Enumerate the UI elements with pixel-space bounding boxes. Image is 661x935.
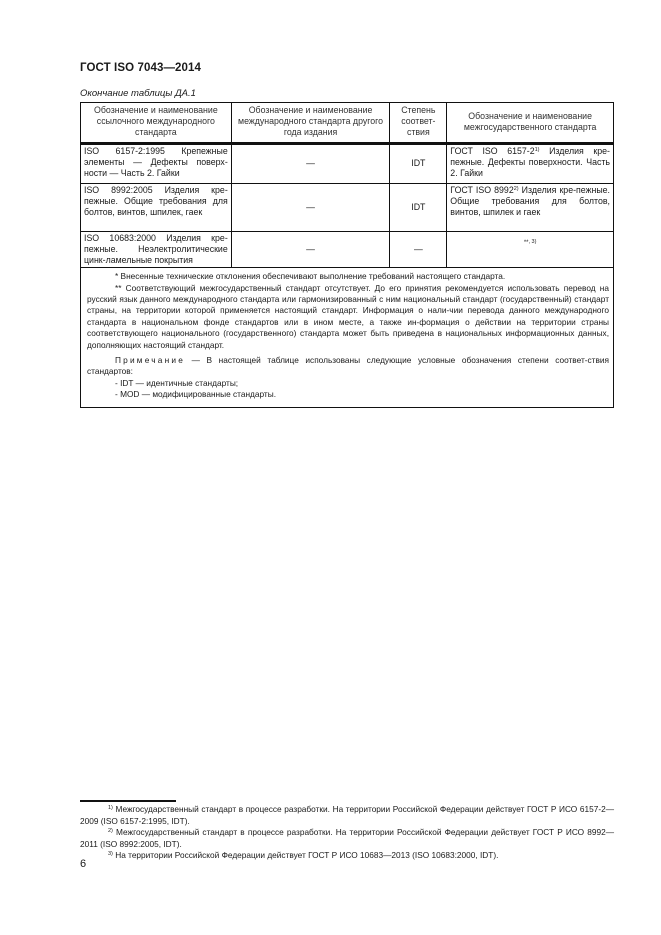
footnote-divider bbox=[80, 800, 176, 802]
cell-reference: ISO 10683:2000 Изделия кре-пежные. Неэлектролитические цинк-ламельные покрытия bbox=[81, 231, 232, 268]
column-header-reference: Обозначение и наименование ссылочного международного стандарта bbox=[81, 103, 232, 144]
gost-designation: ГОСТ ISO 8992 bbox=[450, 184, 514, 195]
note-paragraph bbox=[87, 355, 609, 378]
note-item-idt: - IDT — идентичные стандарты; bbox=[115, 377, 239, 388]
footnote-1 bbox=[80, 804, 614, 827]
cell-degree: — bbox=[390, 231, 447, 268]
footnote-mark: 3) bbox=[108, 851, 113, 857]
note-item-mod: - MOD — модифицированные стандарты. bbox=[115, 389, 277, 400]
footnote-text: Межгосударственный стандарт в процессе разработки. На территории Российской Федерации действует ГОСТ Р ИСО 6157-2—2009 (ISO 6157-2:1995, IDT). bbox=[80, 804, 614, 826]
document-title: ГОСТ ISO 7043—2014 bbox=[80, 62, 202, 74]
table-row bbox=[81, 143, 614, 183]
standards-table bbox=[80, 102, 614, 408]
cell-reference: ISO 8992:2005 Изделия кре-пежные. Общие требования для болтов, винтов, шпилек, гаек bbox=[81, 183, 232, 231]
cell-interstate bbox=[447, 183, 614, 231]
footnotes bbox=[80, 804, 614, 862]
footnote-ref: 1) bbox=[534, 146, 540, 153]
footnote-mark: 2) bbox=[108, 828, 113, 834]
cell-reference: ISO 6157-2:1995 Крепежные элементы — Дефекты поверх-ности — Часть 2. Гайки bbox=[81, 143, 232, 183]
cell-other-year: — bbox=[231, 183, 390, 231]
footnote-3 bbox=[80, 850, 614, 862]
cell-degree: IDT bbox=[390, 143, 447, 183]
table-header-row bbox=[81, 103, 614, 144]
note-text: — В настоящей таблице использованы следующие условные обозначения степени соответ-ствия стандартов: bbox=[87, 355, 609, 377]
footnote-ref: 2) bbox=[513, 185, 519, 192]
note-label: Примечание bbox=[115, 355, 186, 366]
cell-degree: IDT bbox=[390, 183, 447, 231]
footnote-text: На территории Российской Федерации действует ГОСТ Р ИСО 10683—2013 (ISO 10683:2000, IDT). bbox=[112, 850, 499, 860]
gost-title: Изделия кре-пежные. Общие требования для болтов, винтов, шпилек и гаек bbox=[450, 184, 610, 218]
missing-standard-mark: ** bbox=[523, 239, 529, 246]
table-notes bbox=[81, 268, 614, 407]
table-caption: Окончание таблицы ДА.1 bbox=[80, 88, 196, 99]
note-star-2: ** Соответствующий межгосударственный стандарт отсутствует. До его принятия рекомендуется использовать перевод на русский язык данного международного стандарта или гармонизированный с ним национальный стандарт (государственный) стандарт страны, на территории которой применяется настоящий стандарт. Информация о нали-чии перевода данного международного стандарта в национальном фонде стандартов или в ином месте, а также ин-формация о действии на территории страны соответствующего национального (государственного) стандарта может быть приведена в национальных информационных данных, дополняющих настоящий стандарт. bbox=[87, 282, 609, 350]
footnote-mark: 1) bbox=[108, 805, 113, 811]
table-row bbox=[81, 231, 614, 268]
column-header-degree: Степень соответ-ствия bbox=[390, 103, 447, 144]
cell-interstate bbox=[447, 143, 614, 183]
footnote-2 bbox=[80, 827, 614, 850]
table-row bbox=[81, 183, 614, 231]
note-star-1: * Внесенные технические отклонения обеспечивают выполнение требований настоящего стандарта. bbox=[115, 271, 506, 282]
cell-interstate bbox=[447, 231, 614, 268]
page-number: 6 bbox=[80, 858, 87, 870]
cell-other-year: — bbox=[231, 231, 390, 268]
column-header-interstate: Обозначение и наименование межгосударственного стандарта bbox=[447, 103, 614, 144]
table-notes-row bbox=[81, 268, 614, 407]
gost-title: Изделия кре-пежные. Дефекты поверхности. Часть 2. Гайки bbox=[450, 145, 610, 179]
cell-other-year: — bbox=[231, 143, 390, 183]
column-header-other-year: Обозначение и наименование международного стандарта другого года издания bbox=[231, 103, 390, 144]
footnote-text: Межгосударственный стандарт в процессе разработки. На территории Российской Федерации действует ГОСТ Р ИСО 8992—2011 (ISO 8992:2005, IDT). bbox=[80, 827, 614, 849]
gost-designation: ГОСТ ISO 6157-2 bbox=[450, 145, 535, 156]
footnote-ref: , 3) bbox=[528, 238, 537, 245]
